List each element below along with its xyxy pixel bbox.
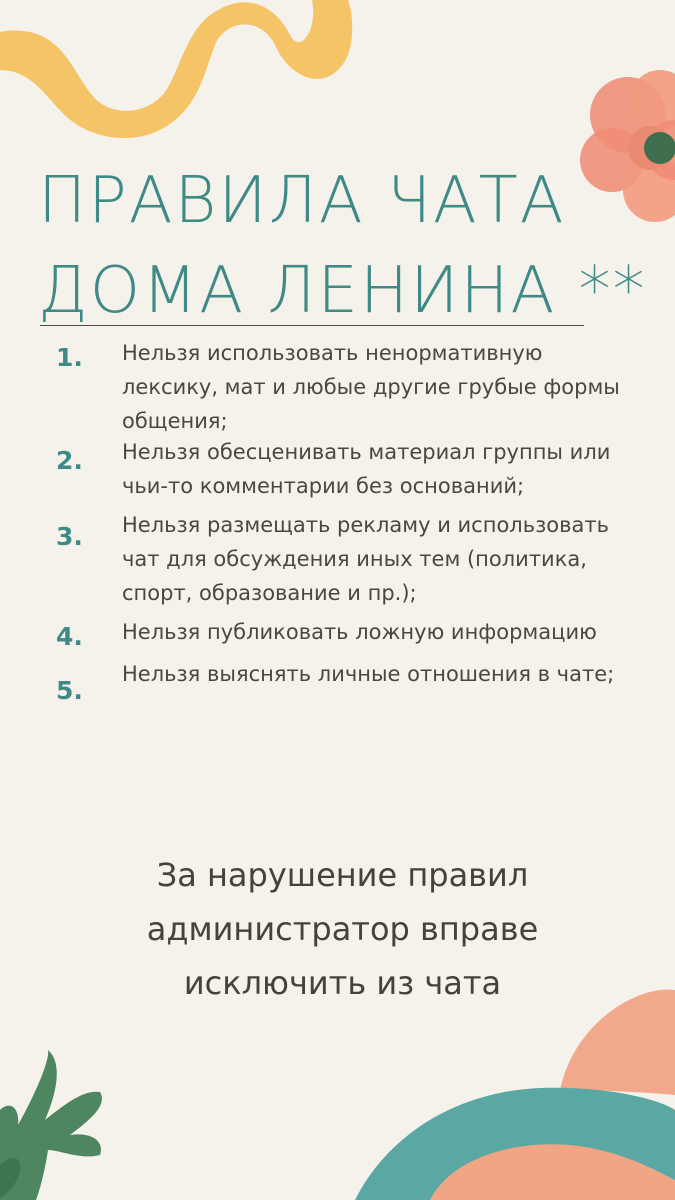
rule-number-3: 3.: [56, 522, 83, 551]
rule-text-5: Нельзя выяснять личные отношения в чате;: [122, 662, 615, 686]
title-line-2: ДОМА ЛЕНИНА **: [38, 254, 647, 328]
rule-number-4: 4.: [56, 622, 83, 651]
rule-text-4: Нельзя публиковать ложную информацию: [122, 620, 597, 644]
rule-number-1: 1.: [56, 343, 83, 372]
rule-text-1: Нельзя использовать ненормативную лексику, мат и любые другие грубые формы общения;: [122, 341, 620, 433]
rule-text-3: Нельзя размещать рекламу и использовать чат для обсуждения иных тем (политика, спорт, образование и пр.);: [122, 513, 609, 605]
rule-number-2: 2.: [56, 446, 83, 475]
footer-warning: За нарушение правил администратор вправе исключить из чата: [146, 856, 539, 1002]
rule-text-2: Нельзя обесценивать материал группы или чьи-то комментарии без оснований;: [122, 440, 611, 498]
rule-number-5: 5.: [56, 676, 83, 705]
title-line-1: ПРАВИЛА ЧАТА: [38, 164, 566, 238]
